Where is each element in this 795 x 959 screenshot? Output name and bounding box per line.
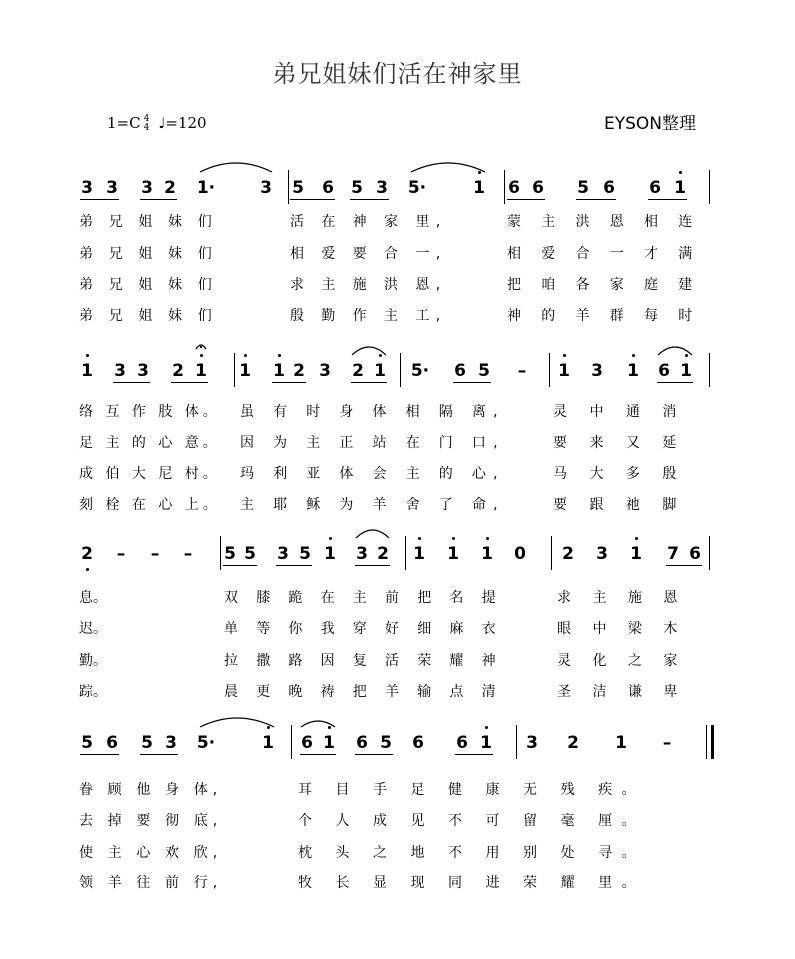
lyric-verse-2: 去 掉 要 彻 底,: [79, 813, 223, 829]
lyric-verse-2: 要 来 又 延: [553, 435, 686, 451]
jianpu-note: 5: [478, 361, 490, 381]
jianpu-note: 1: [680, 361, 692, 381]
jianpu-note: 1·: [196, 178, 216, 198]
jianpu-note: 5: [292, 178, 304, 198]
fermata-dot: [200, 346, 202, 348]
jianpu-note: 0: [514, 544, 526, 564]
lyric-verse-1: 弟 兄 姐 妹 们: [79, 214, 218, 230]
jianpu-note: 5: [351, 178, 363, 198]
jianpu-note: 1: [480, 733, 492, 753]
lyric-verse-3: 求 主 施 洪 恩,: [290, 277, 447, 293]
lyric-verse-4: 主 耶 稣 为 羊 舍 了 命,: [240, 497, 505, 513]
slur-tie: [658, 347, 692, 355]
lyric-verse-3: 拉 撒 路 因 复 活 荣 耀 神: [224, 653, 503, 669]
jianpu-note: 1: [447, 544, 459, 564]
jianpu-note: 1: [481, 544, 493, 564]
jianpu-note: 6: [322, 178, 334, 198]
lyric-verse-3: 灵 化 之 家: [557, 653, 686, 669]
jianpu-note: 5·: [407, 178, 427, 198]
lyric-verse-2: 单 等 你 我 穿 好 细 麻 衣: [224, 621, 503, 637]
jianpu-note: 5: [141, 733, 153, 753]
jianpu-note: 3: [526, 733, 538, 753]
lyric-verse-4: 弟 兄 姐 妹 们: [79, 308, 218, 324]
lyric-verse-2: 眼 中 梁 木: [557, 621, 686, 637]
lyric-verse-4: 踪。: [79, 684, 107, 700]
jianpu-note: 5·: [410, 361, 430, 381]
tempo-marking: ♩=120: [158, 114, 207, 132]
jianpu-note: 3: [596, 544, 608, 564]
lyric-verse-1: 络 互 作 肢 体。: [79, 404, 221, 420]
jianpu-note: 1: [413, 544, 425, 564]
jianpu-note: 1: [615, 733, 627, 753]
jianpu-note: 2: [567, 733, 579, 753]
jianpu-note: 3: [81, 178, 93, 198]
jianpu-note: 1: [627, 361, 639, 381]
lyric-verse-1: 灵 中 通 消: [553, 404, 686, 420]
jianpu-note: –: [662, 733, 672, 753]
jianpu-note: 1: [239, 361, 251, 381]
jianpu-note: 6: [106, 733, 118, 753]
jianpu-note: –: [517, 361, 527, 381]
slur-tie: [200, 718, 274, 727]
jianpu-note: 3: [591, 361, 603, 381]
jianpu-note: 3: [319, 361, 331, 381]
jianpu-note: 5: [224, 544, 236, 564]
lyric-verse-3: 成 伯 大 尼 村。: [79, 466, 221, 482]
lyric-verse-1: 求 主 施 恩: [557, 590, 686, 606]
jianpu-note: 1: [558, 361, 570, 381]
lyric-verse-4: 要 跟 祂 脚: [553, 497, 686, 513]
lyric-verse-1: 蒙 主 洪 恩 相 连: [507, 214, 701, 230]
lyric-verse-2: 弟 兄 姐 妹 们: [79, 246, 218, 262]
key-label: 1=C: [107, 114, 141, 132]
jianpu-note: 3: [376, 178, 388, 198]
jianpu-note: 3: [141, 178, 153, 198]
lyric-verse-4: 晨 更 晚 祷 把 羊 输 点 清: [224, 684, 503, 700]
lyric-verse-1: 息。: [79, 590, 107, 606]
jianpu-note: 6: [356, 733, 368, 753]
slur-tie: [356, 530, 389, 538]
jianpu-note: 1: [262, 733, 274, 753]
lyric-verse-1: 双 膝 跪 在 主 前 把 名 提: [224, 590, 503, 606]
jianpu-note: –: [116, 544, 126, 564]
jianpu-note: 5: [244, 544, 256, 564]
jianpu-note: 2: [562, 544, 574, 564]
lyric-verse-1: 眷 顾 他 身 体,: [79, 782, 223, 798]
jianpu-note: 1: [81, 361, 93, 381]
lyric-verse-4: 领 羊 往 前 行,: [79, 875, 223, 891]
slur-tie: [411, 163, 485, 172]
lyric-verse-3: 枕 头 之 地 不 用 别 处 寻。: [298, 845, 646, 861]
lyric-verse-1: 耳 目 手 足 健 康 无 残 疾。: [298, 782, 646, 798]
jianpu-note: 5·: [196, 733, 216, 753]
jianpu-note: 3: [165, 733, 177, 753]
lyric-verse-3: 玛 利 亚 体 会 主 的 心,: [240, 466, 505, 482]
jianpu-note: 3: [106, 178, 118, 198]
jianpu-note: 2: [377, 544, 389, 564]
jianpu-note: 1: [323, 733, 335, 753]
jianpu-note: 1: [630, 544, 642, 564]
jianpu-note: 6: [456, 733, 468, 753]
jianpu-note: 2: [172, 361, 184, 381]
jianpu-note: 1: [195, 361, 207, 381]
lyric-verse-3: 勤。: [79, 653, 107, 669]
song-title: 弟兄姐妹们活在神家里: [272, 60, 523, 88]
lyric-verse-1: 活 在 神 家 里,: [290, 214, 447, 230]
lyric-verse-2: 个 人 成 见 不 可 留 毫 厘。: [298, 813, 646, 829]
lyric-verse-3: 使 主 心 欢 欣,: [79, 845, 223, 861]
jianpu-note: 5: [299, 544, 311, 564]
lyric-verse-4: 刻 栓 在 心 上。: [79, 497, 221, 513]
jianpu-note: –: [150, 544, 160, 564]
jianpu-note: 6: [649, 178, 661, 198]
lyric-verse-4: 神 的 羊 群 每 时: [507, 308, 701, 324]
lyric-verse-1: 虽 有 时 身 体 相 隔 离,: [240, 404, 505, 420]
jianpu-note: –: [183, 544, 193, 564]
lyric-verse-2: 因 为 主 正 站 在 门 口,: [240, 435, 505, 451]
lyric-verse-3: 马 大 多 殷: [553, 466, 686, 482]
jianpu-note: 1: [273, 361, 285, 381]
jianpu-note: 5: [380, 733, 392, 753]
lyric-verse-3: 弟 兄 姐 妹 们: [79, 277, 218, 293]
lyric-verse-2: 相 爱 要 合 一,: [290, 246, 447, 262]
jianpu-note: 1: [374, 361, 386, 381]
jianpu-note: 1: [473, 178, 485, 198]
lyric-verse-2: 相 爱 合 一 才 满: [507, 246, 701, 262]
jianpu-note: 2: [164, 178, 176, 198]
lyric-verse-4: 圣 洁 谦 卑: [557, 684, 686, 700]
jianpu-note: 6: [508, 178, 520, 198]
time-top: 4: [143, 114, 150, 124]
jianpu-note: 3: [356, 544, 368, 564]
lyric-verse-2: 迟。: [79, 621, 107, 637]
jianpu-note: 1: [674, 178, 686, 198]
jianpu-note: 3: [260, 178, 272, 198]
jianpu-note: 7: [667, 544, 679, 564]
jianpu-note: 3: [137, 361, 149, 381]
jianpu-note: 6: [658, 361, 670, 381]
slur-tie: [352, 347, 386, 355]
jianpu-note: 3: [114, 361, 126, 381]
jianpu-note: 6: [689, 544, 701, 564]
lyric-verse-2: 足 主 的 心 意。: [79, 435, 221, 451]
jianpu-note: 1: [324, 544, 336, 564]
arranger-credit: EYSON整理: [604, 114, 697, 134]
jianpu-note: 6: [412, 733, 424, 753]
jianpu-note: 2: [293, 361, 305, 381]
lyric-verse-4: 殷 勤 作 主 工,: [290, 308, 447, 324]
jianpu-note: 5: [577, 178, 589, 198]
jianpu-note: 2: [352, 361, 364, 381]
jianpu-note: 2: [81, 544, 93, 564]
lyric-verse-3: 把 咱 各 家 庭 建: [507, 277, 701, 293]
jianpu-note: 3: [277, 544, 289, 564]
lyric-verse-4: 牧 长 显 现 同 进 荣 耀 里。: [298, 875, 646, 891]
slur-tie: [200, 163, 272, 172]
time-bottom: 4: [143, 123, 150, 133]
jianpu-note: 6: [532, 178, 544, 198]
jianpu-note: 6: [603, 178, 615, 198]
jianpu-note: 6: [454, 361, 466, 381]
jianpu-note: 6: [301, 733, 313, 753]
slur-tie: [301, 721, 335, 727]
jianpu-note: 5: [81, 733, 93, 753]
